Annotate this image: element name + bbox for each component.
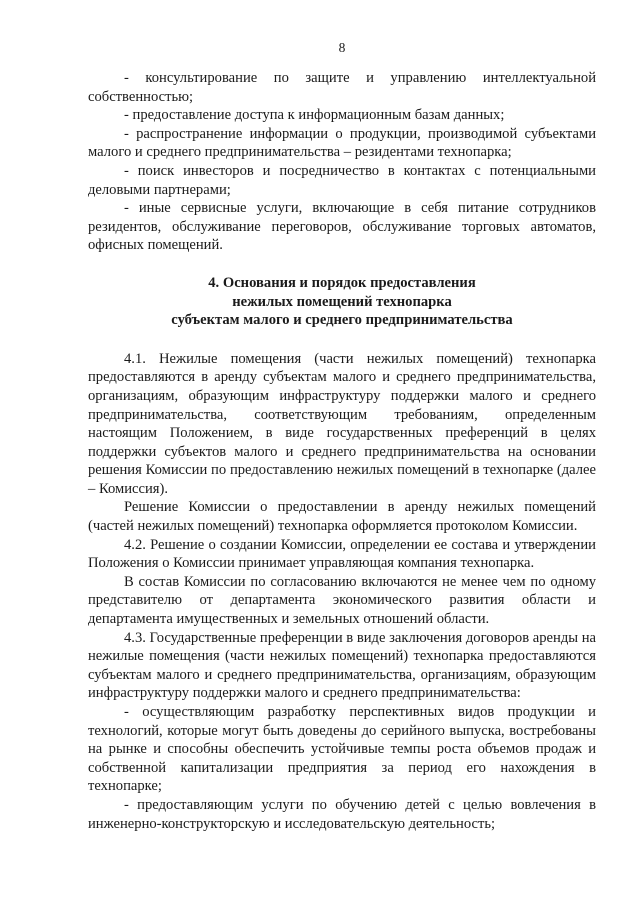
paragraph-4-1: 4.1. Нежилые помещения (части нежилых помещений) технопарка предоставляются в аренду субъектам малого и среднего предпринимательства, организациям, образующим инфраструктуру поддержки малого и среднего предпринимательства, соответствующим требованиям, определенным настоящим Положением, в виде государственных преференций в целях поддержки субъектов малого и среднего предпринимательства на основании решения Комиссии по предоставлению нежилых помещений в технопарке (далее – Комиссия). — [88, 350, 596, 497]
list-item: - распространение информации о продукции, производимой субъектами малого и среднего предпринимательства – резидентами технопарка; — [88, 125, 596, 161]
paragraph: В состав Комиссии по согласованию включаются не менее чем по одному представителю от департамента экономического развития области и департамента имущественных и земельных отношений области. — [88, 573, 596, 628]
list-item: - осуществляющим разработку перспективных видов продукции и технологий, которые могут быть доведены до серийного выпуска, востребованы на рынке и способны обеспечить устойчивые темпы роста объемов продаж и собственной капитализации предприятия за период его нахождения в технопарке; — [88, 704, 596, 795]
section-body — [88, 350, 596, 833]
list-item: - предоставляющим услуги по обучению детей с целью вовлечения в инженерно-конструкторскую и исследовательскую деятельность; — [88, 796, 596, 832]
paragraph-4-3: 4.3. Государственные преференции в виде заключения договоров аренды на нежилые помещения (части нежилых помещений) технопарка предоставляются субъектам малого и среднего предпринимательства, организациям, образующим инфраструктуру поддержки малого и среднего предпринимательства: — [88, 629, 596, 702]
list-item: - иные сервисные услуги, включающие в себя питание сотрудников резидентов, обслуживание переговоров, обслуживание торговых автоматов, офисных помещений. — [88, 200, 596, 254]
list-item: - поиск инвесторов и посредничество в контактах с потенциальными деловыми партнерами; — [88, 162, 596, 198]
list-item: - консультирование по защите и управлению интеллектуальной собственностью; — [88, 70, 596, 105]
list-item: - предоставление доступа к информационным базам данных; — [124, 107, 505, 124]
services-list — [88, 69, 596, 255]
paragraph-4-2: 4.2. Решение о создании Комиссии, определении ее состава и утверждении Положения о Комиссии принимает управляющая компания технопарка. — [88, 536, 596, 572]
section-heading-line: 4. Основания и порядок предоставления — [208, 274, 476, 291]
paragraph: Решение Комиссии о предоставлении в аренду нежилых помещений (частей нежилых помещений) технопарка оформляется протоколом Комиссии. — [88, 499, 596, 535]
section-heading-line: нежилых помещений технопарка — [232, 293, 452, 310]
section-heading — [88, 274, 596, 330]
section-heading-line: субъектам малого и среднего предпринимательства — [171, 312, 513, 329]
page-number: 8 — [338, 40, 346, 55]
